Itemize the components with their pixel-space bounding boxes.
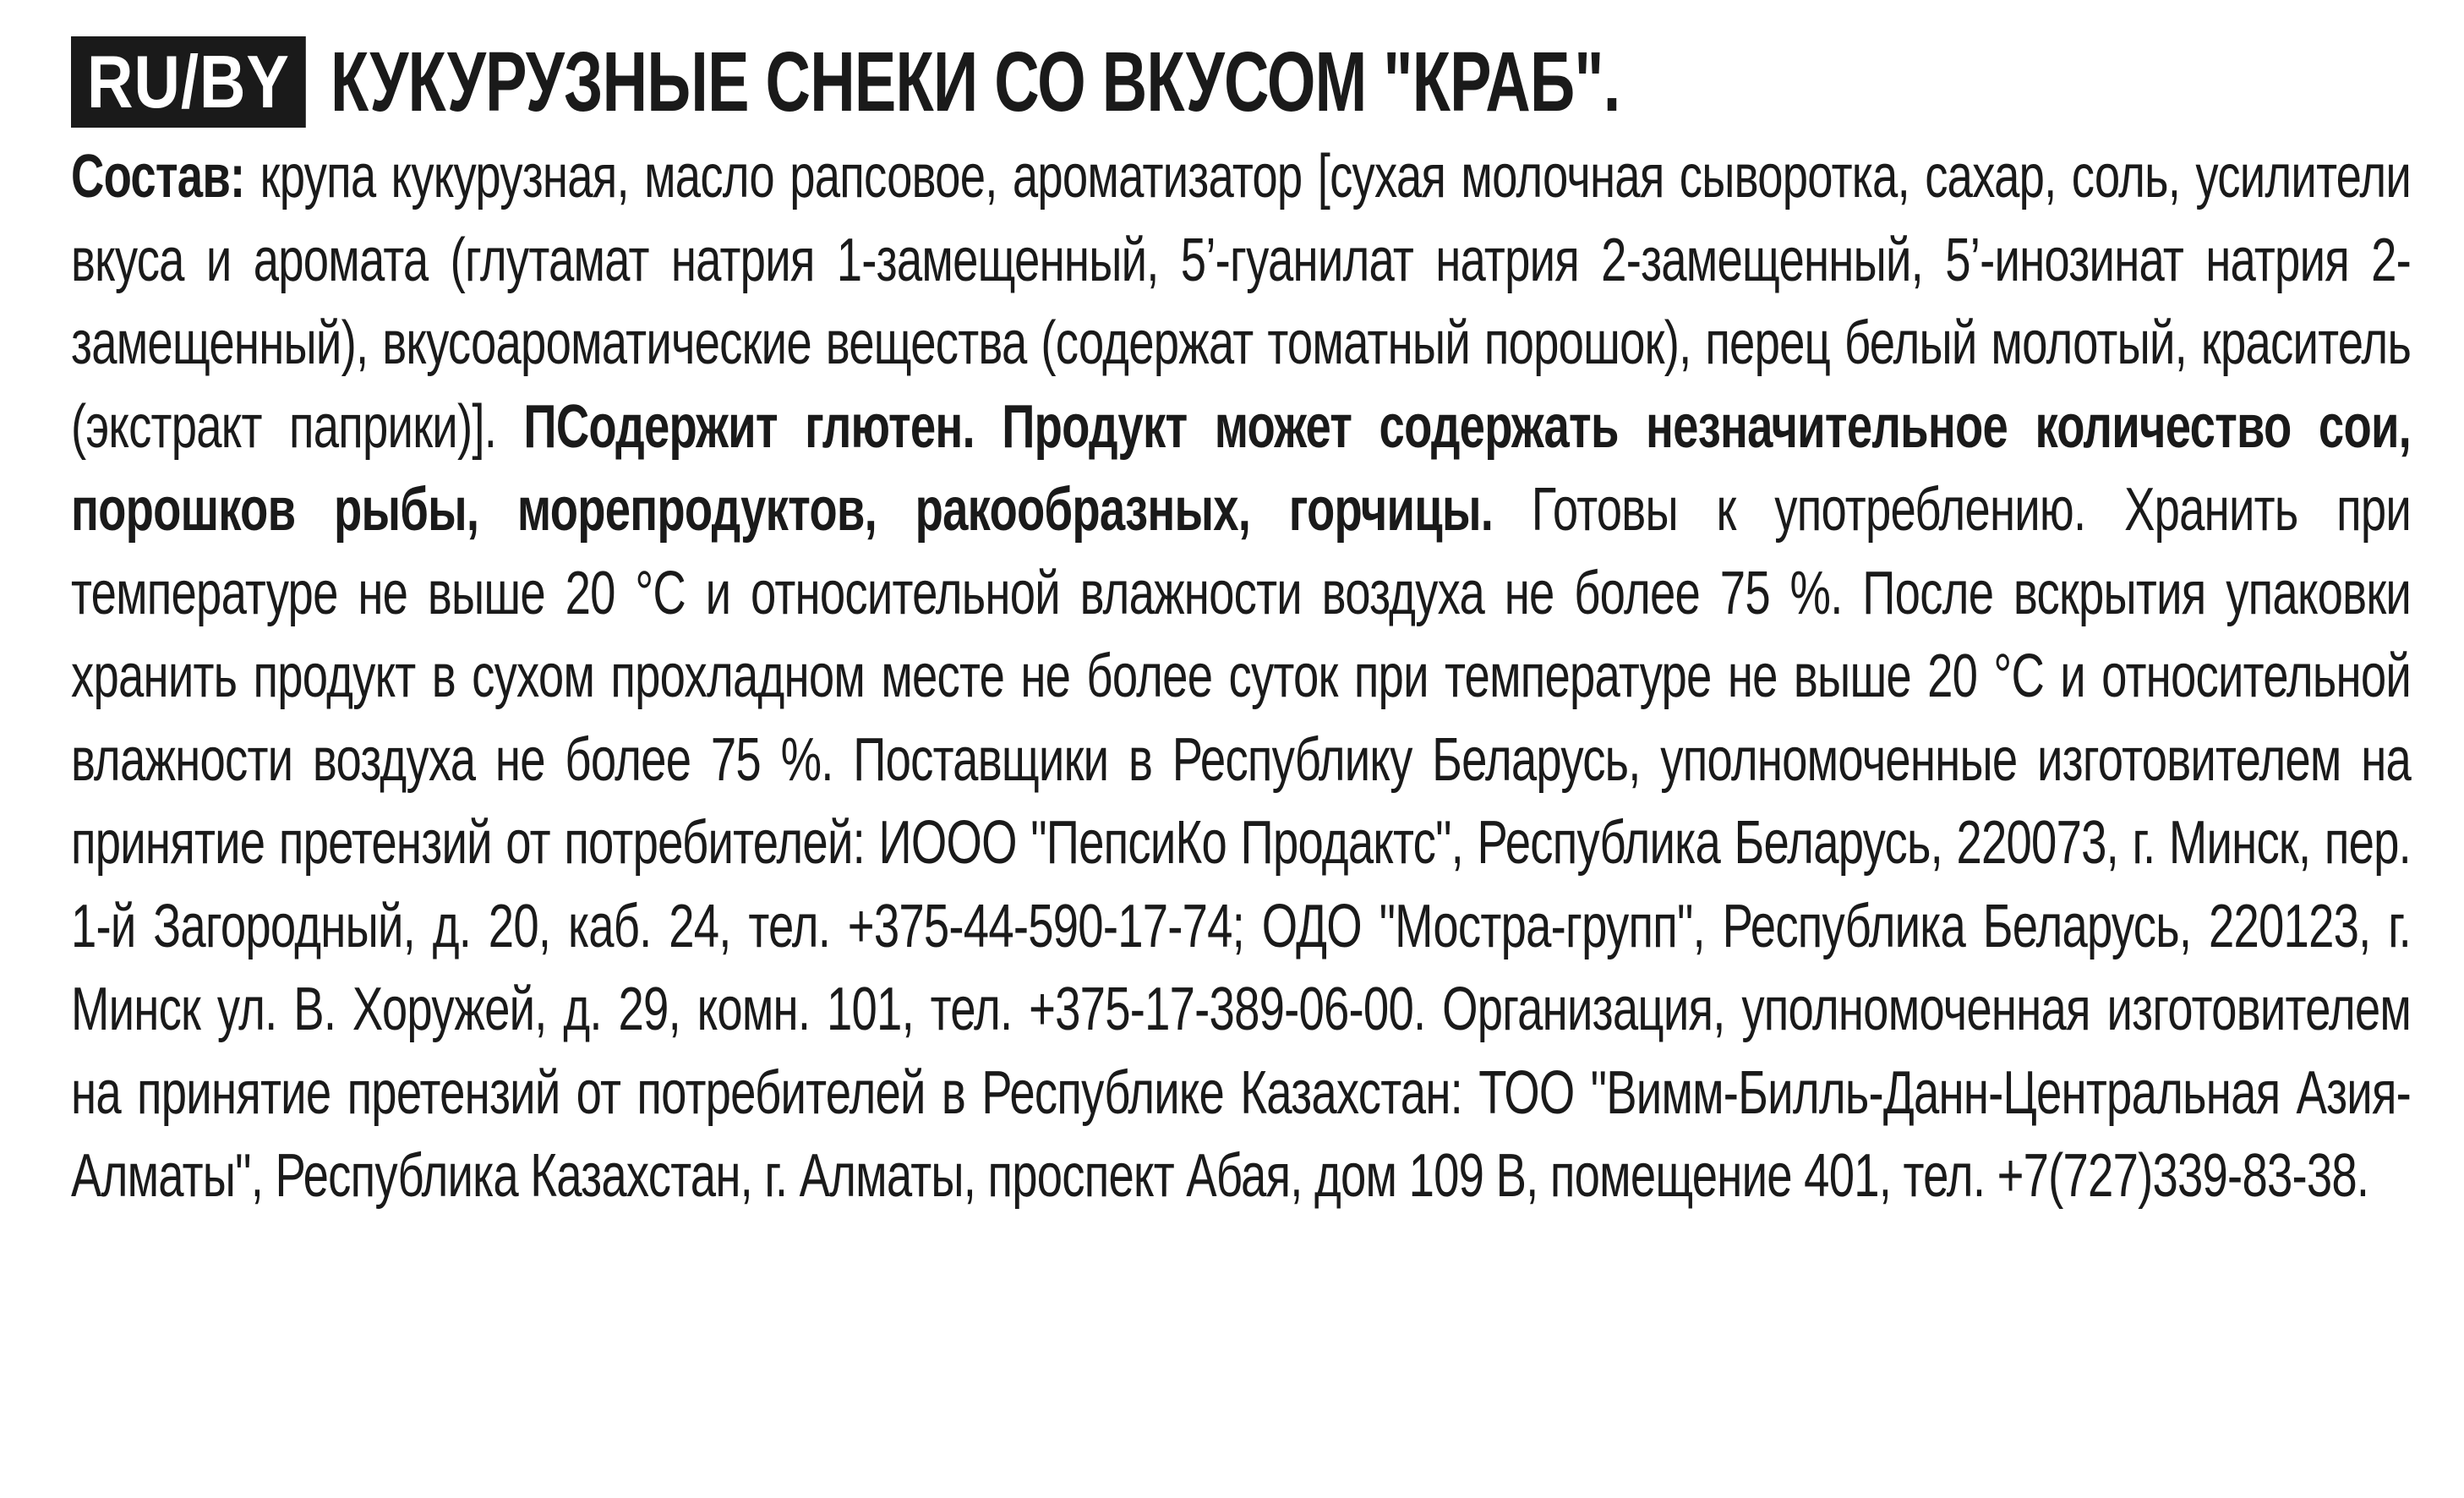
storage-supplier-text: Готовы к употреблению. Хранить при температуре не выше 20 °С и относительной влажности воздуха не более 75 %. После вскрытия упаковки хранить продукт в сухом прохладном месте не более суток при температуре не выше 20 °С и относительной влажности воздуха не более 75 %. Поставщики в Республику Беларусь, уполномоченные изготовителем на принятие претензий от потребителей: ИООО "ПепсиКо Продактс", Республика Беларусь, 220073, г. Минск, пер. 1-й Загородный, д. 20, каб. 24, тел. +375-44-590-17-74; ОДО "Мостра-групп", Республика Беларусь, 220123, г. Минск ул. В. Хоружей, д. 29, комн. 101, тел. +375-17-389-06-00. Организация, уполномоченная изготовителем на принятие претензий от потребителей в Республике Казахстан: ТОО "Вимм-Билль-Данн-Центральная Азия-Алматы", Республика Казахстан, г. Алматы, проспект Абая, дом 109 В, помещение 401, тел. +7(727)339-83-38. [71,476,2412,1210]
allergen-warning: ПСодержит глютен. Продукт может содержать незначительное количество сои, порошков рыбы, морепродуктов, ракообразных, горчицы. [71,392,2412,544]
label-header [71,32,2411,132]
composition-text: крупа кукурузная, масло рапсовое, ароматизатор [сухая молочная сыворотка, сахар, соль, усилители вкуса и аромата (глутамат натрия 1-замещенный, 5’-гуанилат натрия 2-замещенный, 5’-инозинат натрия 2-замещенный), вкусоароматические вещества (содержат томатный порошок), перец белый молотый, краситель (экстракт паприки)]. [71,143,2412,461]
product-label [71,32,2411,1218]
language-badge: RU/BY [71,36,306,128]
product-title: КУКУРУЗНЫЕ СНЕКИ СО ВКУСОМ "КРАБ". [330,35,1620,129]
ingredients-paragraph [71,135,2411,1218]
composition-label: Состав: [71,143,245,210]
